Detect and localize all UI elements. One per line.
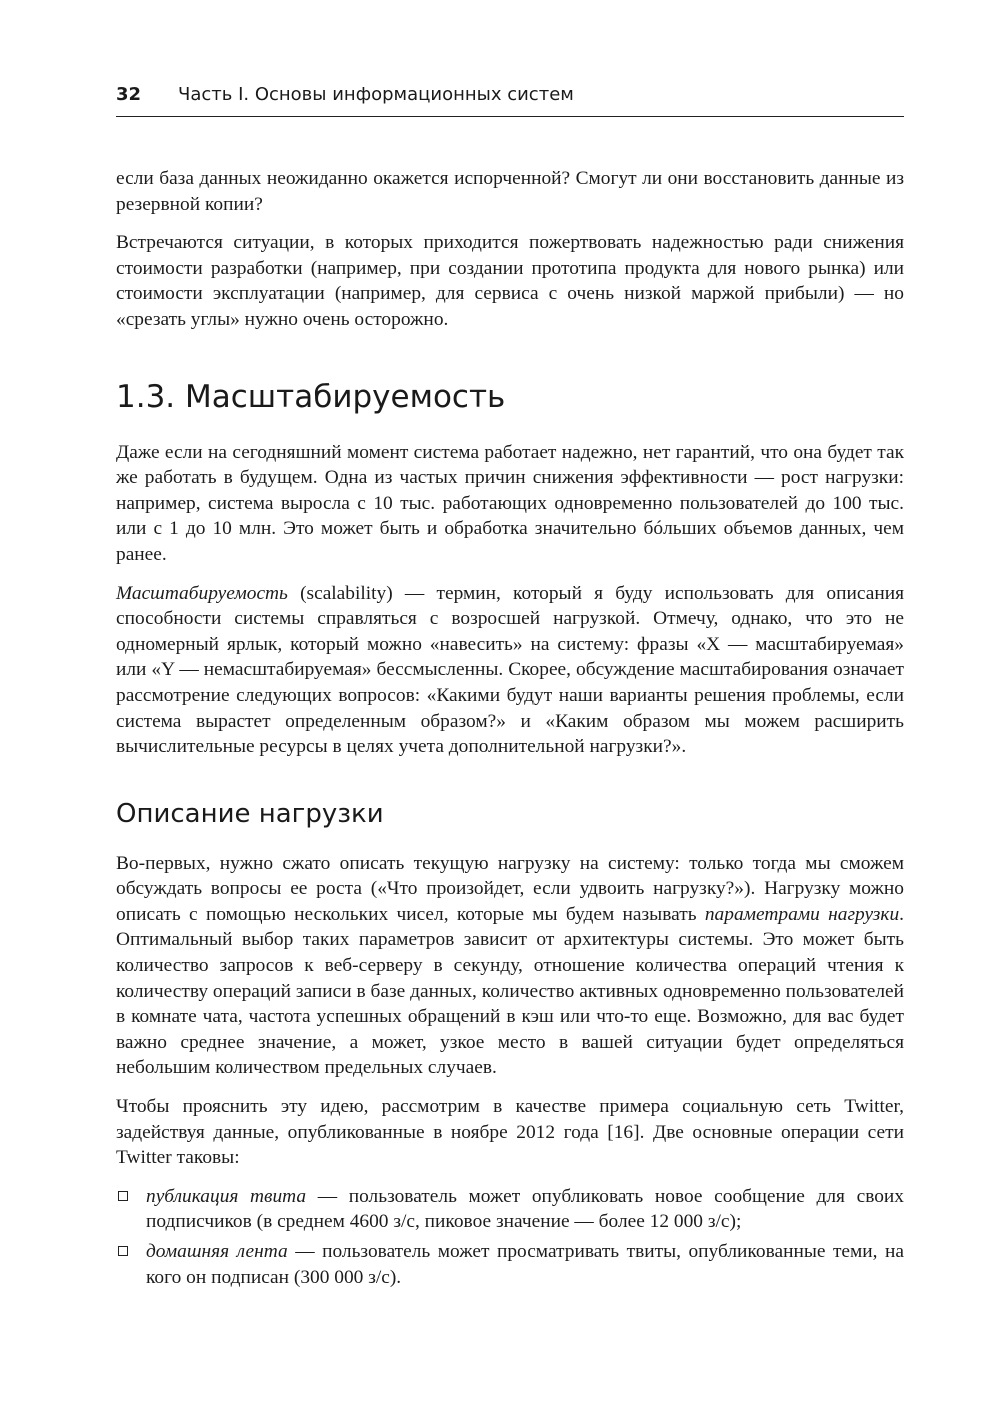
term-italic: домашняя лента xyxy=(146,1241,288,1262)
running-header xyxy=(116,84,904,114)
page-number: 32 xyxy=(116,84,142,105)
paragraph: Чтобы прояснить эту идею, рассмотрим в качестве примера социальную сеть Twitter, задействуя данные, опубликованные в ноябре 2012 года [16]. Две основные операции сети Twitter таковы: xyxy=(116,1096,904,1169)
page-body xyxy=(116,166,904,1294)
square-bullet-icon xyxy=(118,1191,128,1201)
paragraph-text: (scalability) — термин, который я буду использовать для описания способности системы справляться с возросшей нагрузкой. Отмечу, однако, что это не одномерный ярлык, который можно «навесить» на систему: фразы «X — масштабируемая» или «Y — немасштабируемая» бессмысленны. Скорее, обсуждение масштабирования означает рассмотрение следующих вопросов: «Какими будут наши варианты решения проблемы, если система вырастет определенным образом?» и «Каким образом мы можем расширить вычислительные ресурсы в целях учета дополнительной нагрузки?». xyxy=(116,582,904,758)
subsection-heading: Описание нагрузки xyxy=(116,798,384,829)
list-item xyxy=(116,1239,904,1290)
list-item-text: — пользователь может опубликовать новое сообщение для своих подписчиков (в среднем 4600 з/с, пиковое значение — более 12 000 з/с); xyxy=(146,1185,905,1233)
term-italic: Масштабируемость xyxy=(116,582,288,604)
bullet-list xyxy=(116,1184,904,1290)
header-rule xyxy=(116,116,904,117)
paragraph: Даже если на сегодняшний момент система работает надежно, нет гарантий, что она будет так же работать в будущем. Одна из частых причин снижения эффективности — рост нагрузки: например, система выросла с 10 тыс. работающих одновременно пользователей до 100 тыс. или с 1 до 10 млн. Это может быть и обработка значительно бóльших объемов данных, чем ранее. xyxy=(116,441,904,565)
section-heading: 1.3. Масштабируемость xyxy=(116,378,506,415)
list-item-text: — пользователь может просматривать твиты, опубликованные теми, на кого он подписан (300 000 з/с). xyxy=(146,1241,904,1288)
paragraph: Встречаются ситуации, в которых приходится пожертвовать надежностью ради снижения стоимости разработки (например, при создании прототипа продукта для нового рынка) или стоимости эксплуатации (например, для сервиса с очень низкой маржой прибыли) — но «срезать углы» нужно очень осторожно. xyxy=(116,232,904,330)
running-title: Часть I. Основы информационных систем xyxy=(178,84,574,105)
paragraph xyxy=(116,581,904,760)
term-italic: публикация твита xyxy=(146,1185,307,1207)
paragraph-text: Во-первых, нужно сжато описать текущую нагрузку на систему: только тогда мы сможем обсуждать вопросы ее роста («Что произойдет, если удвоить нагрузку?»). Нагрузку можно описать с помощью нескольких чисел, которые мы будем называть xyxy=(116,852,904,925)
term-italic: параметрами нагрузки xyxy=(704,903,900,925)
list-item xyxy=(116,1184,904,1235)
paragraph: если база данных неожиданно окажется испорченной? Смогут ли они восстановить данные из резервной копии? xyxy=(116,168,904,215)
square-bullet-icon xyxy=(118,1246,128,1256)
paragraph-text: . Оптимальный выбор таких параметров зависит от архитектуры системы. Это может быть количество запросов к веб-серверу в секунду, отношение количества операций чтения к количеству операций записи в базе данных, количество активных одновременно пользователей в комнате чата, частота успешных обращений в кэш или что-то еще. Возможно, для вас будет важно среднее значение, а может, узкое место в вашей ситуации будет определяться небольшим количеством предельных случаев. xyxy=(116,903,904,1079)
paragraph xyxy=(116,851,904,1081)
